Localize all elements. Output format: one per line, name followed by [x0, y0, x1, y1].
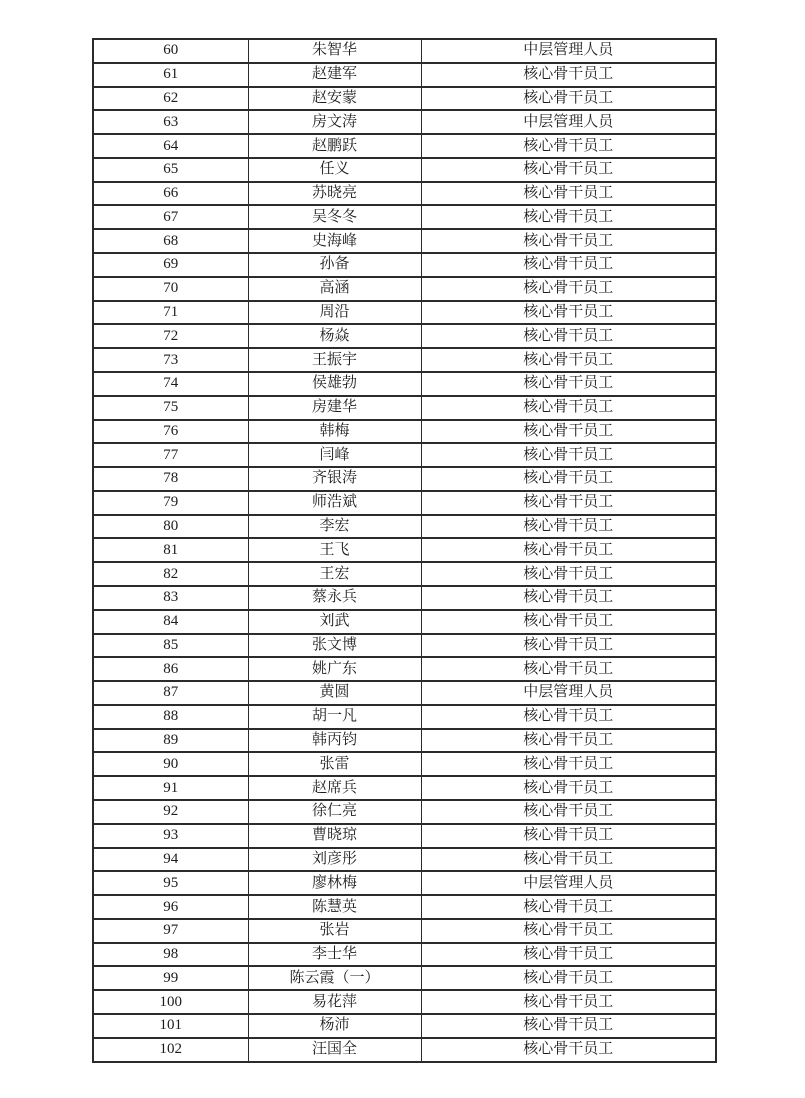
name-cell: 陈云霞（一） — [248, 966, 421, 990]
row-number-cell: 86 — [93, 657, 248, 681]
row-number-cell: 72 — [93, 324, 248, 348]
category-cell: 核心骨干员工 — [421, 372, 716, 396]
row-number-cell: 75 — [93, 396, 248, 420]
name-cell: 陈慧英 — [248, 895, 421, 919]
row-number-cell: 93 — [93, 824, 248, 848]
name-cell: 韩梅 — [248, 420, 421, 444]
row-number-cell: 80 — [93, 515, 248, 539]
name-cell: 赵鹏跃 — [248, 134, 421, 158]
table-row — [93, 729, 716, 753]
row-number-cell: 81 — [93, 538, 248, 562]
name-cell: 姚广东 — [248, 657, 421, 681]
name-cell: 刘武 — [248, 610, 421, 634]
table-row — [93, 657, 716, 681]
category-cell: 核心骨干员工 — [421, 1014, 716, 1038]
category-cell: 核心骨干员工 — [421, 277, 716, 301]
name-cell: 杨沛 — [248, 1014, 421, 1038]
table-row — [93, 229, 716, 253]
row-number-cell: 77 — [93, 443, 248, 467]
category-cell: 核心骨干员工 — [421, 610, 716, 634]
row-number-cell: 64 — [93, 134, 248, 158]
table-row — [93, 372, 716, 396]
row-number-cell: 70 — [93, 277, 248, 301]
category-cell: 核心骨干员工 — [421, 348, 716, 372]
row-number-cell: 76 — [93, 420, 248, 444]
category-cell: 核心骨干员工 — [421, 87, 716, 111]
name-cell: 张文博 — [248, 634, 421, 658]
table-row — [93, 1014, 716, 1038]
row-number-cell: 61 — [93, 63, 248, 87]
row-number-cell: 87 — [93, 681, 248, 705]
category-cell: 核心骨干员工 — [421, 1038, 716, 1062]
row-number-cell: 90 — [93, 752, 248, 776]
table-row — [93, 515, 716, 539]
row-number-cell: 99 — [93, 966, 248, 990]
name-cell: 任义 — [248, 158, 421, 182]
category-cell: 核心骨干员工 — [421, 158, 716, 182]
name-cell: 齐银涛 — [248, 467, 421, 491]
name-cell: 史海峰 — [248, 229, 421, 253]
table-row — [93, 824, 716, 848]
name-cell: 刘彦彤 — [248, 848, 421, 872]
row-number-cell: 62 — [93, 87, 248, 111]
table-row — [93, 158, 716, 182]
row-number-cell: 92 — [93, 800, 248, 824]
row-number-cell: 82 — [93, 562, 248, 586]
table-row — [93, 63, 716, 87]
name-cell: 曹晓琼 — [248, 824, 421, 848]
row-number-cell: 95 — [93, 871, 248, 895]
category-cell: 核心骨干员工 — [421, 491, 716, 515]
table-row — [93, 87, 716, 111]
table-row — [93, 348, 716, 372]
row-number-cell: 65 — [93, 158, 248, 182]
category-cell: 核心骨干员工 — [421, 562, 716, 586]
name-cell: 李士华 — [248, 943, 421, 967]
category-cell: 核心骨干员工 — [421, 848, 716, 872]
category-cell: 核心骨干员工 — [421, 990, 716, 1014]
table-row — [93, 562, 716, 586]
category-cell: 核心骨干员工 — [421, 420, 716, 444]
category-cell: 核心骨干员工 — [421, 824, 716, 848]
table-row — [93, 943, 716, 967]
name-cell: 廖林梅 — [248, 871, 421, 895]
row-number-cell: 68 — [93, 229, 248, 253]
name-cell: 黄圆 — [248, 681, 421, 705]
row-number-cell: 98 — [93, 943, 248, 967]
table-row — [93, 467, 716, 491]
name-cell: 朱智华 — [248, 39, 421, 63]
table-row — [93, 110, 716, 134]
row-number-cell: 88 — [93, 705, 248, 729]
category-cell: 核心骨干员工 — [421, 515, 716, 539]
name-cell: 张雷 — [248, 752, 421, 776]
name-cell: 侯雄勃 — [248, 372, 421, 396]
name-cell: 王宏 — [248, 562, 421, 586]
name-cell: 赵建军 — [248, 63, 421, 87]
row-number-cell: 85 — [93, 634, 248, 658]
category-cell: 核心骨干员工 — [421, 467, 716, 491]
row-number-cell: 96 — [93, 895, 248, 919]
name-cell: 闫峰 — [248, 443, 421, 467]
row-number-cell: 91 — [93, 776, 248, 800]
row-number-cell: 74 — [93, 372, 248, 396]
category-cell: 核心骨干员工 — [421, 229, 716, 253]
row-number-cell: 63 — [93, 110, 248, 134]
category-cell: 核心骨干员工 — [421, 301, 716, 325]
table-row — [93, 990, 716, 1014]
table-row — [93, 895, 716, 919]
category-cell: 核心骨干员工 — [421, 705, 716, 729]
table-row — [93, 538, 716, 562]
name-cell: 李宏 — [248, 515, 421, 539]
row-number-cell: 60 — [93, 39, 248, 63]
name-cell: 王振宇 — [248, 348, 421, 372]
category-cell: 核心骨干员工 — [421, 205, 716, 229]
category-cell: 核心骨干员工 — [421, 396, 716, 420]
personnel-table — [92, 38, 717, 1063]
table-row — [93, 134, 716, 158]
category-cell: 中层管理人员 — [421, 110, 716, 134]
category-cell: 核心骨干员工 — [421, 182, 716, 206]
name-cell: 孙备 — [248, 253, 421, 277]
row-number-cell: 89 — [93, 729, 248, 753]
name-cell: 赵席兵 — [248, 776, 421, 800]
category-cell: 核心骨干员工 — [421, 752, 716, 776]
table-row — [93, 634, 716, 658]
row-number-cell: 66 — [93, 182, 248, 206]
name-cell: 易花萍 — [248, 990, 421, 1014]
name-cell: 汪国全 — [248, 1038, 421, 1062]
name-cell: 胡一凡 — [248, 705, 421, 729]
row-number-cell: 79 — [93, 491, 248, 515]
table-row — [93, 205, 716, 229]
table-row — [93, 301, 716, 325]
row-number-cell: 67 — [93, 205, 248, 229]
category-cell: 核心骨干员工 — [421, 586, 716, 610]
table-row — [93, 776, 716, 800]
category-cell: 核心骨干员工 — [421, 134, 716, 158]
name-cell: 王飞 — [248, 538, 421, 562]
table-row — [93, 848, 716, 872]
category-cell: 中层管理人员 — [421, 39, 716, 63]
name-cell: 杨焱 — [248, 324, 421, 348]
category-cell: 核心骨干员工 — [421, 919, 716, 943]
category-cell: 核心骨干员工 — [421, 729, 716, 753]
category-cell: 核心骨干员工 — [421, 776, 716, 800]
category-cell: 核心骨干员工 — [421, 657, 716, 681]
name-cell: 房文涛 — [248, 110, 421, 134]
row-number-cell: 73 — [93, 348, 248, 372]
name-cell: 吴冬冬 — [248, 205, 421, 229]
row-number-cell: 69 — [93, 253, 248, 277]
table-row — [93, 182, 716, 206]
table-row — [93, 705, 716, 729]
row-number-cell: 94 — [93, 848, 248, 872]
category-cell: 核心骨干员工 — [421, 324, 716, 348]
category-cell: 核心骨干员工 — [421, 63, 716, 87]
category-cell: 核心骨干员工 — [421, 800, 716, 824]
table-row — [93, 443, 716, 467]
name-cell: 韩丙钧 — [248, 729, 421, 753]
table-row — [93, 919, 716, 943]
row-number-cell: 101 — [93, 1014, 248, 1038]
table-row — [93, 1038, 716, 1062]
table-row — [93, 277, 716, 301]
category-cell: 中层管理人员 — [421, 681, 716, 705]
name-cell: 苏晓亮 — [248, 182, 421, 206]
table-row — [93, 610, 716, 634]
name-cell: 房建华 — [248, 396, 421, 420]
category-cell: 核心骨干员工 — [421, 253, 716, 277]
category-cell: 核心骨干员工 — [421, 443, 716, 467]
row-number-cell: 84 — [93, 610, 248, 634]
row-number-cell: 83 — [93, 586, 248, 610]
row-number-cell: 78 — [93, 467, 248, 491]
row-number-cell: 97 — [93, 919, 248, 943]
personnel-table-body — [93, 39, 716, 1062]
category-cell: 核心骨干员工 — [421, 538, 716, 562]
table-row — [93, 491, 716, 515]
table-row — [93, 39, 716, 63]
row-number-cell: 100 — [93, 990, 248, 1014]
category-cell: 核心骨干员工 — [421, 895, 716, 919]
table-row — [93, 800, 716, 824]
name-cell: 赵安蒙 — [248, 87, 421, 111]
table-row — [93, 324, 716, 348]
name-cell: 高涵 — [248, 277, 421, 301]
name-cell: 周沿 — [248, 301, 421, 325]
category-cell: 核心骨干员工 — [421, 966, 716, 990]
name-cell: 徐仁亮 — [248, 800, 421, 824]
table-row — [93, 871, 716, 895]
table-row — [93, 420, 716, 444]
category-cell: 核心骨干员工 — [421, 634, 716, 658]
table-row — [93, 752, 716, 776]
name-cell: 张岩 — [248, 919, 421, 943]
row-number-cell: 102 — [93, 1038, 248, 1062]
name-cell: 蔡永兵 — [248, 586, 421, 610]
table-row — [93, 966, 716, 990]
table-row — [93, 681, 716, 705]
table-row — [93, 586, 716, 610]
category-cell: 核心骨干员工 — [421, 943, 716, 967]
name-cell: 师浩斌 — [248, 491, 421, 515]
table-row — [93, 253, 716, 277]
row-number-cell: 71 — [93, 301, 248, 325]
category-cell: 中层管理人员 — [421, 871, 716, 895]
table-row — [93, 396, 716, 420]
